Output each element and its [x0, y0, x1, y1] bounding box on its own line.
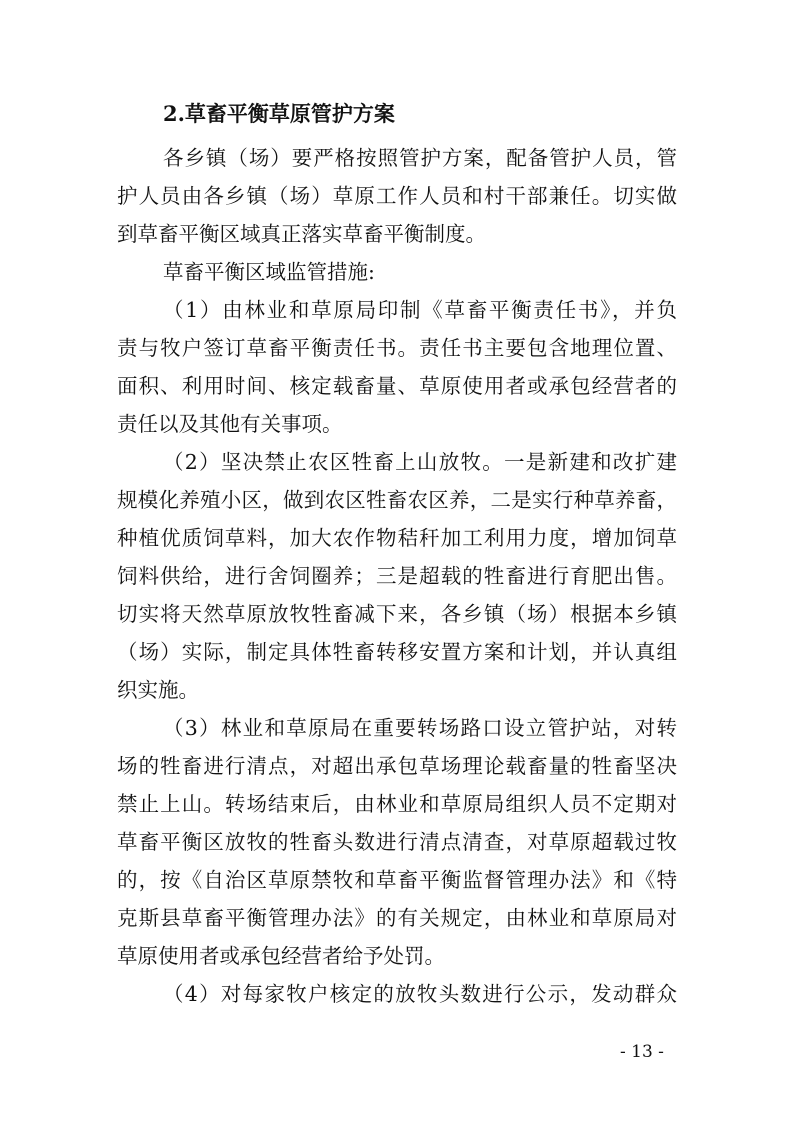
paragraph-line: 克斯县草畜平衡管理办法》的有关规定，由林业和草原局对 [117, 906, 677, 930]
paragraph-line: （1）由林业和草原局印制《草畜平衡责任书》，并负 [163, 298, 677, 322]
paragraph-line: 饲料供给，进行舍饲圈养；三是超载的牲畜进行育肥出售。 [117, 564, 677, 588]
paragraph-line: 草畜平衡区放牧的牲畜头数进行清点清查，对草原超载过牧 [117, 830, 677, 854]
paragraph-line: 草原使用者或承包经营者给予处罚。 [117, 944, 445, 968]
paragraph-line: 草畜平衡区域监管措施: [163, 260, 375, 284]
page-number: - 13 - [620, 1042, 664, 1062]
paragraph-line: 规模化养殖小区，做到农区牲畜农区养，二是实行种草养畜， [117, 488, 677, 512]
paragraph-line: 护人员由各乡镇（场）草原工作人员和村干部兼任。切实做 [117, 184, 677, 208]
paragraph-line: 切实将天然草原放牧牲畜减下来，各乡镇（场）根据本乡镇 [117, 602, 677, 626]
paragraph-line: 面积、利用时间、核定载畜量、草原使用者或承包经营者的 [117, 374, 677, 398]
paragraph-line: 的，按《自治区草原禁牧和草畜平衡监督管理办法》和《特 [117, 868, 677, 892]
paragraph-line: （场）实际，制定具体牲畜转移安置方案和计划，并认真组 [117, 640, 677, 664]
paragraph-line: 责与牧户签订草畜平衡责任书。责任书主要包含地理位置、 [117, 336, 677, 360]
paragraph-line: （2）坚决禁止农区牲畜上山放牧。一是新建和改扩建 [163, 450, 677, 474]
paragraph-line: 责任以及其他有关事项。 [117, 412, 343, 436]
paragraph-line: 场的牲畜进行清点，对超出承包草场理论载畜量的牲畜坚决 [117, 754, 677, 778]
paragraph-line: 禁止上山。转场结束后，由林业和草原局组织人员不定期对 [117, 792, 677, 816]
paragraph-line: （3）林业和草原局在重要转场路口设立管护站，对转 [163, 716, 677, 740]
paragraph-line: 到草畜平衡区域真正落实草畜平衡制度。 [117, 222, 486, 246]
paragraph-line: 织实施。 [117, 678, 199, 702]
paragraph-line: 种植优质饲草料，加大农作物秸秆加工利用力度，增加饲草 [117, 526, 677, 550]
paragraph-line: 各乡镇（场）要严格按照管护方案，配备管护人员，管 [163, 146, 677, 170]
paragraph-line: （4）对每家牧户核定的放牧头数进行公示，发动群众 [163, 982, 677, 1006]
section-heading: 2.草畜平衡草原管护方案 [163, 101, 395, 126]
